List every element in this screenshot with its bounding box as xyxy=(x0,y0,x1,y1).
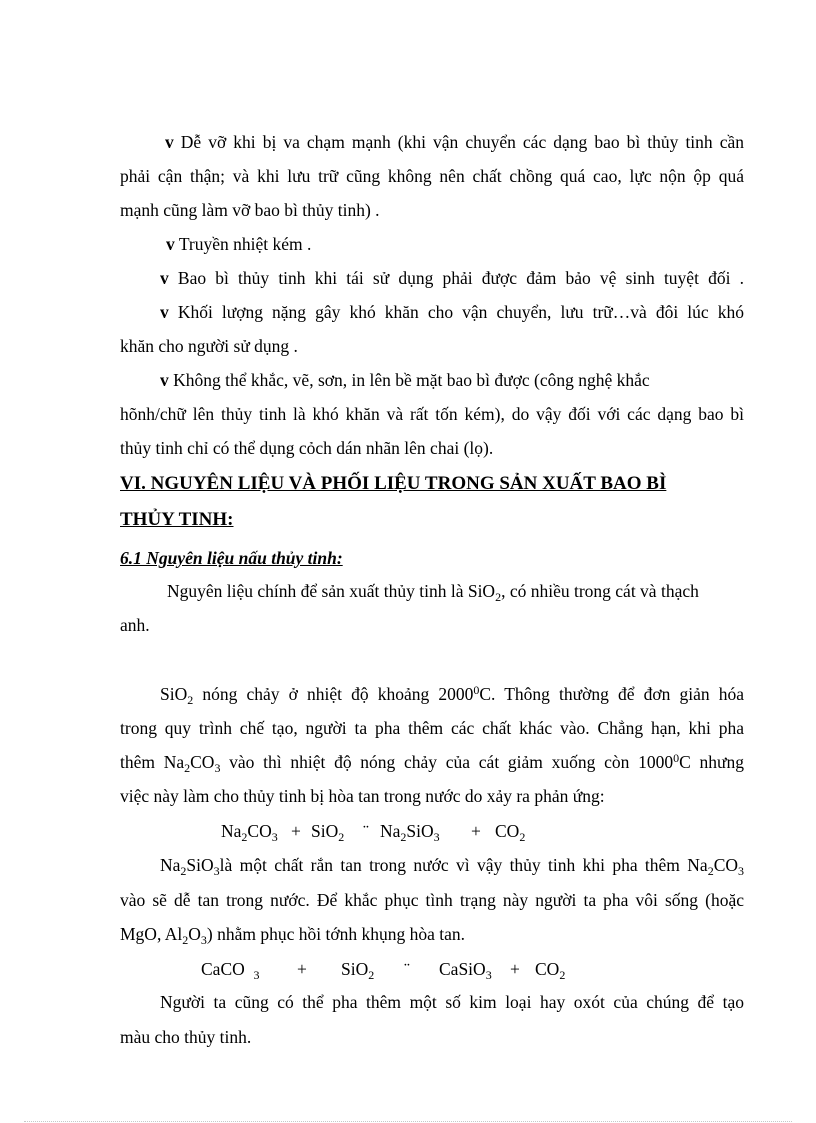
para-3-line-2: vào sẽ dễ tan trong nước. Để khắc phục tình trạng này người ta pha vôi sống (hoặc xyxy=(120,890,744,910)
bullet-1-line-1: v Dễ vỡ khi bị va chạm mạnh (khi vận chuyển các dạng bao bì thủy tinh cần xyxy=(165,132,744,152)
bullet-marker: v xyxy=(160,302,169,322)
equation-2 xyxy=(0,958,816,982)
eq2-product-1: CaSiO$_3$ xyxy=(439,959,492,982)
eq1-arrow: ¨ xyxy=(363,821,369,841)
bullet-marker: v xyxy=(160,370,169,390)
eq1-plus-2: + xyxy=(471,821,481,841)
eq2-plus-1: + xyxy=(297,959,307,979)
section-heading-line-1: VI. NGUYÊN LIỆU VÀ PHỐI LIỆU TRONG SẢN XUẤT BAO BÌ xyxy=(120,473,667,494)
para-2-line-4: việc này làm cho thủy tinh bị hòa tan trong nước do xảy ra phản ứng: xyxy=(120,786,605,806)
eq2-reactant-1: CaCO $_3$ xyxy=(201,959,260,982)
eq2-reactant-2: SiO$_2$ xyxy=(341,959,375,982)
para-2-line-2: trong quy trình chế tạo, người ta pha thêm các chất khác vào. Chẳng hạn, khi pha xyxy=(120,718,744,738)
para-3-line-3: MgO, $Al_2O_3$) nhằm phục hồi tớnh khụng hòa tan. xyxy=(120,924,465,947)
bullet-5-line-3: thủy tinh chỉ có thể dụng cỏch dán nhãn lên chai (lọ). xyxy=(120,438,494,458)
para-1-line-1: Nguyên liệu chính để sản xuất thủy tinh là SiO$_2$, có nhiều trong cát và thạch xyxy=(167,581,699,604)
eq1-plus-1: + xyxy=(291,821,301,841)
equation-1 xyxy=(0,820,816,844)
bullet-3-line-1: v Bao bì thủy tinh khi tái sử dụng phải được đảm bảo vệ sinh tuyệt đối . xyxy=(160,268,744,288)
para-4-line-1: Người ta cũng có thể pha thêm một số kim loại hay oxót của chúng để tạo xyxy=(160,992,744,1012)
para-2-line-1: SiO$_2$ nóng chảy ở nhiệt độ khoảng 2000$^0$C. Thông thường để đơn giản hóa xyxy=(160,683,744,707)
bullet-marker: v xyxy=(166,234,175,254)
eq2-arrow: ¨ xyxy=(404,959,410,979)
para-4-line-2: màu cho thủy tinh. xyxy=(120,1027,252,1047)
eq2-plus-2: + xyxy=(510,959,520,979)
para-3-line-1: $Na_2SiO_3là$ một chất rắn tan trong nước vì vậy thủy tinh khi pha thêm $Na_2CO_3$ xyxy=(160,855,744,878)
bullet-1-line-2: phải cận thận; và khi lưu trữ cũng không nên chất chồng quá cao, lực nộn ộp quá xyxy=(120,166,744,186)
para-2-line-3: thêm $Na_2CO_3$ vào thì nhiệt độ nóng chảy của cát giảm xuống còn 1000$^0$C nhưng xyxy=(120,751,744,775)
bullet-marker: v xyxy=(165,132,174,152)
page-bottom-rule xyxy=(24,1121,792,1122)
bullet-1-line-3: mạnh cũng làm vỡ bao bì thủy tinh) . xyxy=(120,200,380,220)
bullet-5-line-1: v Không thể khắc, vẽ, sơn, in lên bề mặt bao bì được (công nghệ khắc xyxy=(160,370,650,390)
eq1-product-1: $Na_2SiO_3$ xyxy=(380,821,440,844)
subsection-heading: 6.1 Nguyên liệu nấu thủy tinh: xyxy=(120,548,343,568)
eq1-reactant-1: $Na_2CO_3$ xyxy=(221,821,278,844)
eq2-product-2: $CO_2$ xyxy=(535,959,566,982)
bullet-4-line-2: khăn cho người sử dụng . xyxy=(120,336,298,356)
eq1-product-2: $CO_2$ xyxy=(495,821,526,844)
section-heading-line-2: THỦY TINH: xyxy=(120,509,234,530)
para-1-line-2: anh. xyxy=(120,615,150,635)
bullet-4-line-1: v Khối lượng nặng gây khó khăn cho vận chuyển, lưu trữ…và đôi lúc khó xyxy=(160,302,744,322)
bullet-5-line-2: hõnh/chữ lên thủy tinh là khó khăn và rất tốn kém), do vậy đối với các dạng bao bì xyxy=(120,404,744,424)
bullet-2-line-1: v Truyền nhiệt kém . xyxy=(166,234,312,254)
bullet-marker: v xyxy=(160,268,169,288)
eq1-reactant-2: SiO$_2$ xyxy=(311,821,345,844)
